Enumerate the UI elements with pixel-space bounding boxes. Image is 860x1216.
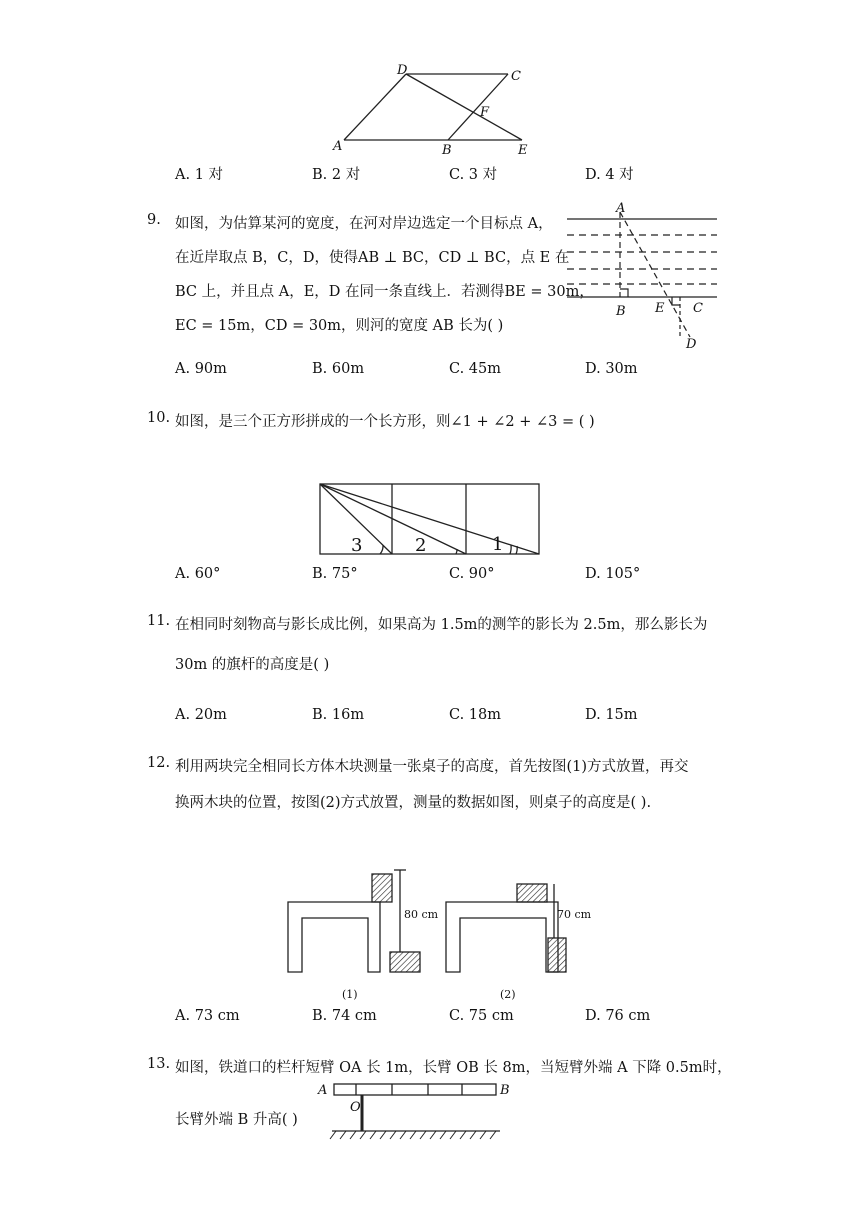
q12-option-d[interactable]: D. 76 cm: [585, 1008, 651, 1024]
q12-option-c[interactable]: C. 75 cm: [449, 1008, 514, 1024]
angle-arc-1b: [510, 545, 511, 554]
label-e: E: [655, 301, 665, 316]
q12-option-a[interactable]: A. 73 cm: [175, 1008, 240, 1024]
block-1-bottom: [390, 952, 420, 972]
angle-label-1: 1: [492, 534, 504, 555]
q13-line-1: 如图，铁道口的栏杆短臂 OA 长 1m，长臂 OB 长 8m，当短臂外端 A 下降 0.5m时，: [175, 1060, 732, 1076]
edge-bc: [448, 74, 508, 140]
edge-ad: [344, 74, 406, 140]
q13-line-2: 长臂外端 B 升高( ): [175, 1112, 298, 1128]
label-c: C: [693, 301, 703, 316]
q9-option-b[interactable]: B. 60m: [312, 361, 365, 377]
table-1: [288, 902, 380, 972]
railway-barrier-figure: [312, 1075, 512, 1147]
q9-line-3: BC 上，并且点 A，E，D 在同一条直线上．若测得BE = 30m，: [175, 284, 594, 300]
q12-option-b[interactable]: B. 74 cm: [312, 1008, 377, 1024]
label-a: A: [333, 139, 343, 154]
label-b: B: [616, 304, 626, 319]
q9-line-4: EC = 15m，CD = 30m，则河的宽度 AB 长为( ): [175, 318, 504, 334]
q9-option-d[interactable]: D. 30m: [585, 361, 638, 377]
q10-option-c[interactable]: C. 90°: [449, 566, 495, 582]
label-a: A: [616, 201, 626, 216]
angle-arc-3: [380, 545, 383, 554]
q9-number: 9.: [147, 212, 161, 228]
table-figure: [280, 860, 600, 1005]
q11-line-2: 30m 的旗杆的高度是( ): [175, 657, 330, 673]
right-angle-c: [672, 297, 680, 305]
q13-number: 13.: [147, 1056, 171, 1072]
q9-option-c[interactable]: C. 45m: [449, 361, 501, 377]
label-fig-1: (1): [342, 988, 358, 1001]
label-b: B: [442, 143, 452, 158]
angle-label-3: 3: [351, 535, 363, 556]
label-o: O: [350, 1100, 361, 1115]
label-d: D: [397, 63, 408, 78]
label-70cm: 70 cm: [557, 908, 592, 921]
ground-hatch: [330, 1131, 496, 1139]
q10-text: 如图，是三个正方形拼成的一个长方形，则∠1 + ∠2 + ∠3 = ( ): [175, 414, 595, 430]
q8-option-c[interactable]: C. 3 对: [449, 167, 498, 183]
q11-option-b[interactable]: B. 16m: [312, 707, 365, 723]
q11-line-1: 在相同时刻物高与影长成比例，如果高为 1.5m的测竿的影长为 2.5m，那么影长为: [175, 617, 708, 633]
river-figure: [562, 200, 722, 350]
q9-line-2: 在近岸取点 B，C，D，使得AB ⊥ BC，CD ⊥ BC，点 E 在: [175, 250, 570, 266]
parallelogram-figure: [330, 60, 540, 160]
barrier-arm: [334, 1084, 496, 1095]
table-2: [446, 902, 558, 972]
q9-option-a[interactable]: A. 90m: [175, 361, 227, 377]
diagonal-2: [320, 484, 466, 554]
q8-option-a[interactable]: A. 1 对: [175, 167, 224, 183]
label-a: A: [318, 1083, 328, 1098]
q9-line-1: 如图，为估算某河的宽度，在河对岸边选定一个目标点 A，: [175, 216, 553, 232]
q10-number: 10.: [147, 410, 171, 426]
label-e: E: [518, 143, 528, 158]
label-f: F: [480, 105, 490, 120]
q10-option-a[interactable]: A. 60°: [175, 566, 221, 582]
q11-option-c[interactable]: C. 18m: [449, 707, 501, 723]
q12-line-1: 利用两块完全相同长方体木块测量一张桌子的高度，首先按图(1)方式放置，再交: [175, 759, 689, 775]
angle-label-2: 2: [415, 535, 427, 556]
q12-number: 12.: [147, 755, 171, 771]
q11-option-d[interactable]: D. 15m: [585, 707, 638, 723]
q8-option-b[interactable]: B. 2 对: [312, 167, 361, 183]
q8-option-d[interactable]: D. 4 对: [585, 167, 634, 183]
right-angle-b: [620, 289, 628, 297]
label-d: D: [686, 337, 697, 350]
q11-number: 11.: [147, 613, 171, 629]
block-2-top: [517, 884, 547, 902]
q11-option-a[interactable]: A. 20m: [175, 707, 227, 723]
q10-option-b[interactable]: B. 75°: [312, 566, 358, 582]
edge-de: [406, 74, 522, 140]
q10-option-d[interactable]: D. 105°: [585, 566, 641, 582]
q12-line-2: 换两木块的位置，按图(2)方式放置，测量的数据如图，则桌子的高度是( ).: [175, 795, 652, 811]
label-80cm: 80 cm: [404, 908, 439, 921]
label-b: B: [500, 1083, 510, 1098]
label-fig-2: (2): [500, 988, 516, 1001]
three-squares-figure: [316, 480, 544, 560]
label-c: C: [511, 69, 521, 84]
block-1-top: [372, 874, 392, 902]
block-2-bottom: [548, 938, 566, 972]
